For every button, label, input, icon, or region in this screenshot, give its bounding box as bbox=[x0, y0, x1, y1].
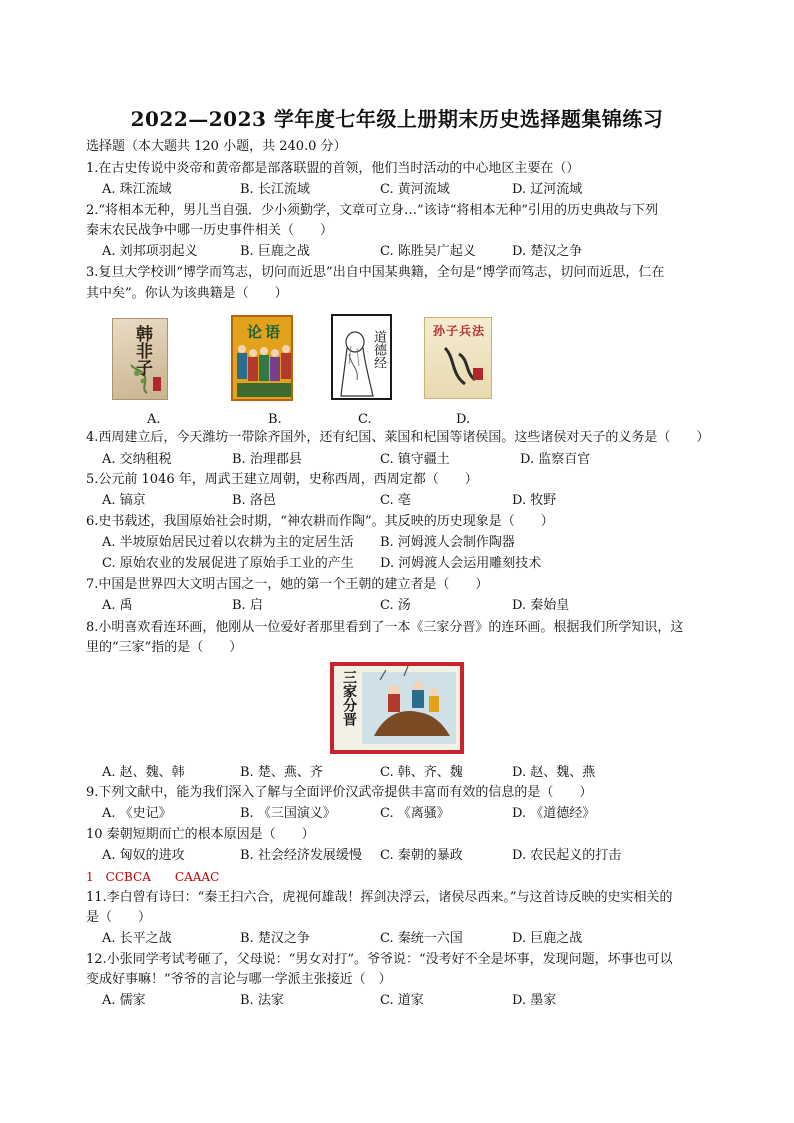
question-12-stem-cont: 变成好事嘛！”爷爷的言论与哪一学派主张接近（ ） bbox=[86, 972, 392, 987]
q3-label-c: C. bbox=[358, 412, 372, 427]
q10-option-b: B. 社会经济发展缓慢 bbox=[240, 848, 362, 863]
question-8-stem: 8.小明喜欢看连环画，他刚从一位爱好者那里看到了一本《三家分晋》的连环画。根据我们所学知识，这 bbox=[86, 620, 684, 635]
q5-option-c: C. 亳 bbox=[380, 493, 411, 508]
q1-option-d: D. 辽河流域 bbox=[512, 182, 583, 197]
q8-option-d: D. 赵、魏、燕 bbox=[512, 765, 596, 780]
q8-option-b: B. 楚、燕、齐 bbox=[240, 765, 323, 780]
q1-option-c: C. 黄河流域 bbox=[380, 182, 450, 197]
book-cover-c-image bbox=[331, 314, 392, 400]
question-11-stem-cont: 是（ ） bbox=[86, 910, 152, 925]
q10-option-c: C. 秦朝的暴政 bbox=[380, 848, 463, 863]
page-title: 2022—2023 学年度七年级上册期末历史选择题集锦练习 bbox=[130, 107, 664, 131]
q12-option-a: A. 儒家 bbox=[102, 993, 146, 1008]
q10-option-a: A. 匈奴的进攻 bbox=[102, 848, 185, 863]
book-a-title: 韩非子 bbox=[132, 325, 152, 376]
q12-option-b: B. 法家 bbox=[240, 993, 284, 1008]
q1-option-b: B. 长江流域 bbox=[240, 182, 310, 197]
q4-option-a: A. 交纳租税 bbox=[102, 452, 172, 467]
book-b-title: 论语 bbox=[247, 323, 284, 341]
q7-option-c: C. 汤 bbox=[380, 598, 411, 613]
q4-option-b: B. 治理郡县 bbox=[232, 452, 302, 467]
question-1-stem: 1.在古史传说中炎帝和黄帝都是部落联盟的首领，他们当时活动的中心地区主要在（） bbox=[86, 161, 580, 176]
q6-option-a: A. 半坡原始居民过着以农耕为主的定居生活 bbox=[102, 535, 354, 550]
q11-option-a: A. 长平之战 bbox=[102, 931, 172, 946]
section-header: 选择题（本大题共 120 小题，共 240.0 分） bbox=[86, 139, 347, 154]
q4-option-d: D. 监察百官 bbox=[520, 452, 591, 467]
q2-option-b: B. 巨鹿之战 bbox=[240, 244, 310, 259]
q3-label-a: A. bbox=[147, 412, 161, 427]
q12-option-c: C. 道家 bbox=[380, 993, 424, 1008]
q9-option-a: A. 《史记》 bbox=[102, 806, 172, 821]
question-11-stem: 11.李白曾有诗曰：“秦王扫六合，虎视何雄哉！挥剑决浮云，诸侯尽西来。”与这首诗反映的史实相关的 bbox=[86, 890, 673, 905]
question-4-stem: 4.西周建立后，今天潍坊一带除齐国外，还有纪国、莱国和杞国等诸侯国。这些诸侯对天子的义务是（ ） bbox=[86, 430, 710, 445]
q9-option-b: B. 《三国演义》 bbox=[240, 806, 336, 821]
q6-option-d: D. 河姆渡人会运用雕刻技术 bbox=[380, 556, 542, 571]
question-12-stem: 12.小张同学考试考砸了，父母说：“男女对打”。爷爷说：“没考好不全是坏事，发现问题，坏事也可以 bbox=[86, 952, 673, 967]
book-cover-a-image bbox=[112, 318, 168, 400]
q11-option-b: B. 楚汉之争 bbox=[240, 931, 310, 946]
q7-option-d: D. 秦始皇 bbox=[512, 598, 570, 613]
question-5-stem: 5.公元前 1046 年，周武王建立周朝，史称西周，西周定都（ ） bbox=[86, 472, 478, 487]
book-cover-d-image bbox=[424, 317, 492, 399]
q9-option-d: D. 《道德经》 bbox=[512, 806, 596, 821]
question-9-stem: 9.下列文献中，能为我们深入了解与全面评价汉武帝提供丰富而有效的信息的是（ ） bbox=[86, 785, 593, 800]
book-c-title: 道德经 bbox=[371, 330, 386, 369]
q7-option-b: B. 启 bbox=[232, 598, 263, 613]
question-3-stem: 3.复旦大学校训“博学而笃志，切问而近思”出自中国某典籍，全句是“博学而笃志，切问而近思，仁在 bbox=[86, 265, 665, 280]
q11-option-d: D. 巨鹿之战 bbox=[512, 931, 583, 946]
q2-option-a: A. 刘邦项羽起义 bbox=[102, 244, 198, 259]
q8-option-c: C. 韩、齐、魏 bbox=[380, 765, 463, 780]
question-3-stem-cont: 其中矣”。你认为该典籍是（ ） bbox=[86, 286, 288, 301]
q6-option-c: C. 原始农业的发展促进了原始手工业的产生 bbox=[102, 556, 354, 571]
q10-option-d: D. 农民起义的打击 bbox=[512, 848, 622, 863]
answer-key: 1 CCBCA CAAAC bbox=[86, 870, 220, 884]
q5-option-a: A. 镐京 bbox=[102, 493, 146, 508]
q9-option-c: C. 《离骚》 bbox=[380, 806, 450, 821]
question-6-stem: 6.史书载述，我国原始社会时期，“神农耕而作陶”。其反映的历史现象是（ ） bbox=[86, 514, 554, 529]
comic-cover-title: 三家分晋 bbox=[341, 670, 357, 726]
q1-option-a: A. 珠江流域 bbox=[102, 182, 172, 197]
q3-label-d: D. bbox=[456, 412, 471, 427]
q5-option-b: B. 洛邑 bbox=[232, 493, 276, 508]
q6-option-b: B. 河姆渡人会制作陶器 bbox=[380, 535, 515, 550]
q4-option-c: C. 镇守疆土 bbox=[380, 452, 450, 467]
book-d-title: 孙子兵法 bbox=[433, 324, 486, 338]
comic-book-cover-image bbox=[330, 662, 464, 754]
q7-option-a: A. 禹 bbox=[102, 598, 133, 613]
book-cover-b-image bbox=[231, 315, 293, 401]
q2-option-c: C. 陈胜吴广起义 bbox=[380, 244, 476, 259]
q5-option-d: D. 牧野 bbox=[512, 493, 557, 508]
q2-option-d: D. 楚汉之争 bbox=[512, 244, 583, 259]
question-2-stem-cont: 秦末农民战争中哪一历史事件相关（ ） bbox=[86, 223, 334, 238]
q3-label-b: B. bbox=[268, 412, 282, 427]
q12-option-d: D. 墨家 bbox=[512, 993, 557, 1008]
question-7-stem: 7.中国是世界四大文明古国之一，她的第一个王朝的建立者是（ ） bbox=[86, 577, 489, 592]
q11-option-c: C. 秦统一六国 bbox=[380, 931, 463, 946]
question-8-stem-cont: 里的“三家”指的是（ ） bbox=[86, 640, 243, 655]
question-10-stem: 10 秦朝短期而亡的根本原因是（ ） bbox=[86, 827, 315, 842]
q8-option-a: A. 赵、魏、韩 bbox=[102, 765, 185, 780]
question-2-stem: 2.“将相本无种，男儿当自强．少小须勤学，文章可立身…”该诗“将相本无种”引用的历史典故与下列 bbox=[86, 203, 658, 218]
